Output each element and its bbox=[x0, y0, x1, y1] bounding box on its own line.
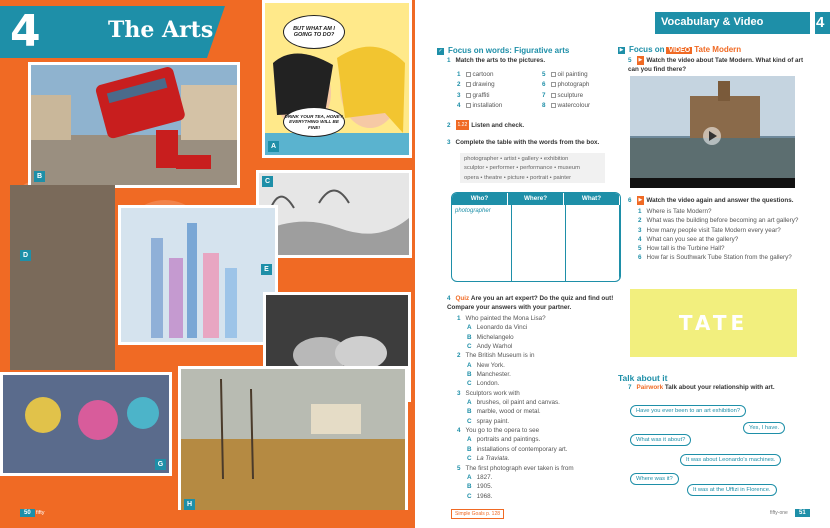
video-question: 4 What can you see at the gallery? bbox=[638, 235, 739, 243]
exercise-1: 1 Match the arts to the pictures. bbox=[447, 57, 546, 64]
photo-label-g: G bbox=[155, 459, 166, 470]
quiz-question: 3 Sculptors work with bbox=[457, 389, 520, 397]
speech-bubble: It was about Leonardo's machines. bbox=[680, 454, 781, 466]
arts-list bbox=[457, 70, 627, 112]
tate-modern-thumbnail bbox=[630, 76, 795, 188]
photo-venice-painting bbox=[178, 366, 408, 516]
photo-label-b: B bbox=[34, 171, 45, 182]
table-header-where: Where? bbox=[508, 193, 564, 205]
art-item[interactable]: 5 oil painting bbox=[542, 71, 588, 78]
exercise-3: 3 Complete the table with the words from the box. bbox=[447, 139, 600, 146]
checkbox-icon: ✓ bbox=[438, 47, 443, 54]
exercise-6: 6 ▶ Watch the video again and answer the questions. bbox=[628, 197, 794, 205]
photo-label-c: C bbox=[262, 176, 273, 187]
comic-speech-bubble: BUT WHAT AM I GOING TO DO? bbox=[283, 15, 345, 49]
comic-panel bbox=[262, 0, 412, 158]
quiz-option[interactable]: C London. bbox=[467, 380, 500, 388]
tate-logo: TATE bbox=[630, 289, 797, 357]
quiz-option[interactable]: A Leonardo da Vinci bbox=[467, 324, 528, 332]
vocab-table bbox=[451, 192, 621, 282]
quiz-question: 5 The first photograph ever taken is from bbox=[457, 464, 574, 472]
quiz-option[interactable]: A brushes, oil paint and canvas. bbox=[467, 399, 560, 407]
video-icon: ▶ bbox=[638, 57, 643, 63]
table-cell-who[interactable]: photographer bbox=[452, 205, 512, 282]
quiz-list bbox=[457, 314, 627, 501]
video-question: 3 How many people visit Tate Modern every year? bbox=[638, 226, 781, 234]
speech-bubble: Where was it? bbox=[630, 473, 679, 485]
graffiti-image bbox=[3, 375, 169, 473]
right-page-number: 51 bbox=[795, 509, 810, 517]
video-question: 1 Where is Tate Modern? bbox=[638, 208, 712, 215]
table-header-what: What? bbox=[564, 193, 620, 205]
quiz-option[interactable]: B 1905. bbox=[467, 483, 493, 491]
photo-landscape-drawing bbox=[256, 170, 412, 258]
quiz-option[interactable]: C 1968. bbox=[467, 492, 493, 500]
watercolour-image bbox=[121, 208, 275, 342]
quiz-question: 4 You go to the opera to see bbox=[457, 427, 540, 435]
art-item[interactable]: 4 installation bbox=[457, 102, 503, 110]
quiz-option[interactable]: C Andy Warhol bbox=[467, 343, 513, 351]
photo-label-h: H bbox=[184, 499, 195, 510]
word-box: photographer • artist • gallery • exhibition sculptor • performer • performance • museum opera • theatre • picture • portrait • painter bbox=[460, 153, 605, 183]
right-page bbox=[415, 0, 830, 528]
left-page-number: 50 bbox=[20, 509, 35, 517]
photo-label-a: A bbox=[268, 141, 279, 152]
left-page-word: fifty bbox=[36, 510, 45, 516]
quiz-question: 2 The British Museum is in bbox=[457, 352, 535, 360]
art-item[interactable]: 3 graffiti bbox=[457, 91, 490, 99]
video-player[interactable] bbox=[630, 76, 795, 188]
quiz-option[interactable]: C spray paint. bbox=[467, 417, 510, 425]
art-item[interactable]: 7 sculpture bbox=[542, 91, 584, 99]
simple-goals-link[interactable]: Simple Goals p. 128 bbox=[451, 509, 504, 519]
unit-title: The Arts bbox=[108, 17, 214, 43]
table-cell-what[interactable] bbox=[566, 205, 620, 282]
photo-city-watercolour bbox=[118, 205, 278, 345]
art-item[interactable]: 6 photograph bbox=[542, 81, 590, 89]
exercise-5: 5 ▶ Watch the video about Tate Modern. What kind of art can you find there? bbox=[628, 57, 804, 74]
quiz-option[interactable]: B Michelangelo bbox=[467, 333, 514, 341]
exercise-7: 7 Pairwork Talk about your relationship with art. bbox=[628, 384, 775, 391]
quiz-option[interactable]: A 1827. bbox=[467, 473, 493, 481]
focus-words-heading: ✓ Focus on words: Figurative arts bbox=[438, 46, 570, 55]
quiz-option[interactable]: A portraits and paintings. bbox=[467, 436, 541, 444]
quiz-option[interactable]: B Manchester. bbox=[467, 371, 511, 379]
quiz-option[interactable]: B marble, wood or metal. bbox=[467, 408, 541, 416]
art-item[interactable]: 2 drawing bbox=[457, 81, 495, 89]
drawing-image bbox=[259, 173, 409, 255]
photo-label-d: D bbox=[20, 250, 31, 261]
quiz-option[interactable]: A New York. bbox=[467, 361, 505, 369]
speech-bubble: It was at the Uffizi in Florence. bbox=[687, 484, 777, 496]
video-question: 2 What was the building before becoming an art gallery? bbox=[638, 217, 799, 225]
left-footer bbox=[0, 510, 415, 528]
section-header: Vocabulary & Video bbox=[655, 12, 810, 34]
table-cell-where[interactable] bbox=[512, 205, 566, 282]
photo-label-e: E bbox=[261, 264, 272, 275]
exercise-2: 2 1.22 Listen and check. bbox=[447, 121, 525, 129]
quiz-option[interactable]: C La Traviata. bbox=[467, 455, 510, 463]
play-icon: ▶ bbox=[619, 46, 624, 53]
video-questions bbox=[638, 207, 813, 263]
focus-video-heading: ▶ Focus on VIDEO Tate Modern bbox=[619, 45, 742, 54]
video-icon: ▶ bbox=[638, 197, 643, 203]
photo-bus-sculpture bbox=[28, 62, 240, 188]
video-question: 5 How tall is the Turbine Hall? bbox=[638, 245, 725, 253]
oil-painting-image bbox=[181, 369, 405, 513]
art-item[interactable]: 8 watercolour bbox=[542, 102, 591, 110]
section-header-number: 4 bbox=[815, 12, 830, 34]
photo-graffiti-wall bbox=[0, 372, 172, 476]
comic-speech-bubble: DRINK YOUR TEA, HONEY, EVERYTHING WILL BE FINE! bbox=[283, 107, 345, 137]
video-badge: VIDEO bbox=[668, 47, 691, 54]
talk-heading: Talk about it bbox=[618, 373, 668, 383]
speech-bubble: Yes, I have. bbox=[743, 422, 785, 434]
audio-track-icon[interactable]: 1.22 bbox=[456, 120, 470, 130]
thinker-sculpture bbox=[10, 185, 115, 370]
unit-number: 4 bbox=[10, 6, 41, 57]
table-header-who: Who? bbox=[452, 193, 508, 205]
bus-sculpture-image bbox=[31, 65, 237, 185]
art-item[interactable]: 1 cartoon bbox=[457, 71, 494, 78]
exercise-4: 4 Quiz Are you an art expert? Do the quiz and find out! Compare your answers with your partner. bbox=[447, 295, 614, 311]
quiz-option[interactable]: B installations of contemporary art. bbox=[467, 445, 568, 453]
speech-bubble: Have you ever been to an art exhibition? bbox=[630, 405, 746, 417]
quiz-question: 1 Who painted the Mona Lisa? bbox=[457, 315, 546, 322]
video-question: 6 How far is Southwark Tube Station from the gallery? bbox=[638, 254, 792, 262]
right-page-word: fifty-one bbox=[770, 510, 788, 516]
speech-bubble: What was it about? bbox=[630, 434, 691, 446]
